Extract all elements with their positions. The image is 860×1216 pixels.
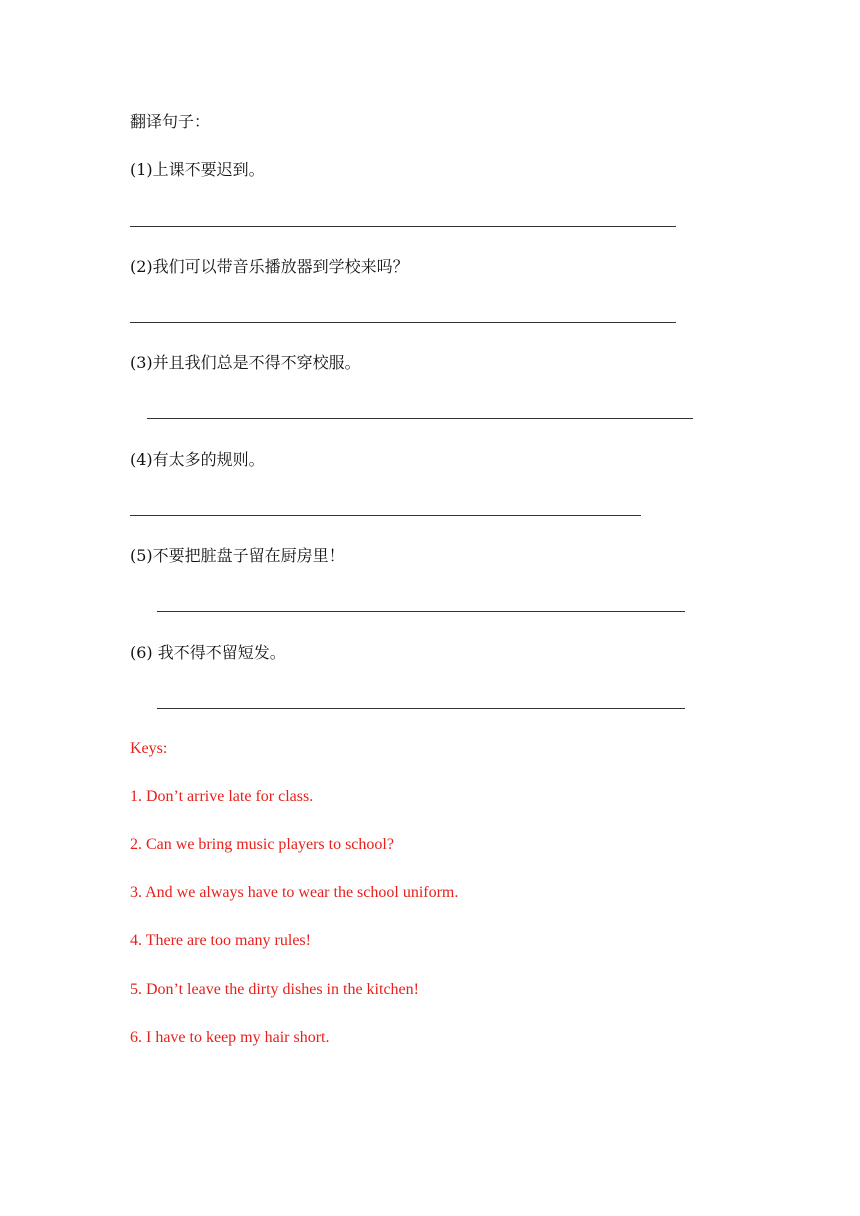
key-answer-2: 2. Can we bring music players to school? bbox=[130, 836, 394, 853]
answer-line-6[interactable] bbox=[157, 708, 685, 709]
answer-line-1[interactable] bbox=[130, 226, 676, 227]
question-number: (5) bbox=[130, 546, 153, 565]
question-number: (2) bbox=[130, 257, 153, 276]
question-text: 我不得不留短发。 bbox=[152, 643, 286, 662]
key-answer-4: 4. There are too many rules! bbox=[130, 932, 311, 949]
answer-line-4[interactable] bbox=[130, 515, 641, 516]
key-answer-6: 6. I have to keep my hair short. bbox=[130, 1029, 330, 1046]
key-answer-3: 3. And we always have to wear the school uniform. bbox=[130, 884, 459, 901]
question-number: (6) bbox=[130, 643, 153, 662]
question-3 bbox=[130, 353, 361, 373]
answer-line-2[interactable] bbox=[130, 322, 676, 323]
question-2 bbox=[130, 257, 409, 277]
answer-line-5[interactable] bbox=[157, 611, 685, 612]
key-answer-5: 5. Don’t leave the dirty dishes in the kitchen! bbox=[130, 981, 419, 998]
question-number: (4) bbox=[130, 450, 153, 469]
question-1 bbox=[130, 160, 265, 180]
question-text: 并且我们总是不得不穿校服。 bbox=[152, 353, 361, 372]
question-number: (3) bbox=[130, 353, 153, 372]
question-4 bbox=[130, 450, 265, 470]
question-6 bbox=[130, 643, 286, 663]
worksheet-title: 翻译句子： bbox=[130, 112, 211, 131]
question-text: 上课不要迟到。 bbox=[152, 160, 265, 179]
question-text: 有太多的规则。 bbox=[152, 450, 265, 469]
answer-line-3[interactable] bbox=[147, 418, 693, 419]
question-text: 我们可以带音乐播放器到学校来吗？ bbox=[152, 257, 409, 276]
keys-heading: Keys: bbox=[130, 740, 168, 757]
question-number: (1) bbox=[130, 160, 153, 179]
key-answer-1: 1. Don’t arrive late for class. bbox=[130, 788, 314, 805]
question-text: 不要把脏盘子留在厨房里！ bbox=[152, 546, 345, 565]
question-5 bbox=[130, 546, 345, 566]
